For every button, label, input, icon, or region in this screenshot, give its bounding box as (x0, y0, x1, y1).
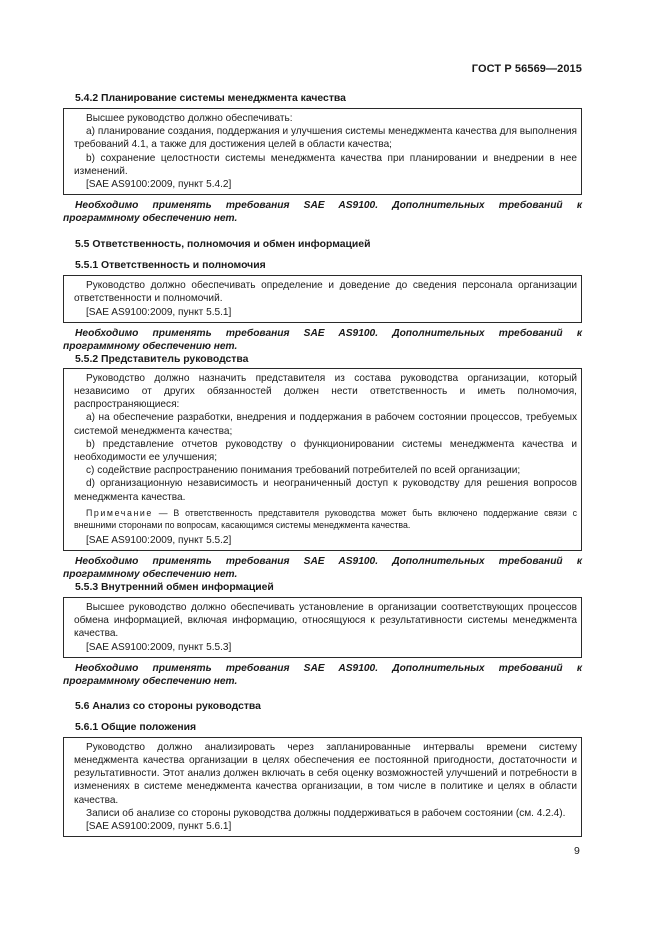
section-5-4-2-requirement-box (63, 108, 582, 195)
section-5-6-title: 5.6 Анализ со стороны руководства (75, 700, 261, 712)
reference: [SAE AS9100:2009, пункт 5.5.2] (86, 534, 232, 546)
section-5-5-3-title: 5.5.3 Внутренний обмен информацией (75, 582, 274, 594)
software-requirement-note: Необходимо применять требования SAE AS9100. Дополнительных требований к программному обеспечению нет. (63, 200, 582, 225)
text-line: Руководство должно анализировать через запланированные интервалы времени систему менеджмента качества организации в целях обеспечения ее постоянной пригодности, достаточности и результативности. Этот анализ должен включать в себя оценку возможностей улучшений и потребности в изменениях в системе менеджмента качества организации, в том числе в политике и целях в области качества. (74, 741, 577, 806)
section-5-5-1-requirement-box (63, 275, 582, 323)
page-content (63, 92, 582, 837)
text-line: Руководство должно обеспечивать определение и доведение до сведения персонала организации ответственности и полномочий. (74, 280, 577, 305)
section-5-5-title: 5.5 Ответственность, полномочия и обмен информацией (75, 239, 371, 251)
reference: [SAE AS9100:2009, пункт 5.5.3] (86, 641, 232, 653)
list-item: b) сохранение целостности системы менеджмента качества при планировании и внедрении в нее изменений. (74, 152, 577, 177)
note-text: — В ответственность представителя руководства может быть включено поддержание связи с внешними сторонами по вопросам, касающимся системы менеджмента качества. (74, 507, 577, 530)
reference: [SAE AS9100:2009, пункт 5.5.1] (86, 306, 232, 318)
text-line: Руководство должно назначить представителя из состава руководства организации, который независимо от других обязанностей должен нести ответственность и иметь полномочия, распространяющиеся: (74, 372, 577, 411)
reference: [SAE AS9100:2009, пункт 5.6.1] (86, 821, 232, 833)
section-5-6-1-requirement-box (63, 737, 582, 837)
list-item: c) содействие распространению понимания требований потребителей по всей организации; (86, 465, 521, 477)
page-number: 9 (574, 845, 580, 857)
section-5-5-3-requirement-box (63, 597, 582, 658)
note (74, 507, 577, 531)
list-item: а) планирование создания, поддержания и улучшения системы менеджмента качества для выполнения требований 4.1, а также для достижения целей в области качества; (74, 126, 577, 151)
section-5-5-1-title: 5.5.1 Ответственность и полномочия (75, 260, 266, 272)
software-requirement-note: Необходимо применять требования SAE AS9100. Дополнительных требований к программному обеспечению нет. (63, 327, 582, 352)
document-code: ГОСТ Р 56569—2015 (471, 63, 582, 75)
section-5-6-1-title: 5.6.1 Общие положения (75, 721, 197, 733)
text-line: Высшее руководство должно обеспечивать: (86, 113, 293, 124)
list-item: b) представление отчетов руководству о функционировании системы менеджмента качества и необходимости ее улучшения; (74, 438, 577, 464)
list-item: d) организационную независимость и неограниченный доступ к руководству для решения вопросов менеджмента качества. (74, 478, 577, 503)
section-5-5-2-title: 5.5.2 Представитель руководства (75, 353, 249, 365)
text-line: Высшее руководство должно обеспечивать установление в организации соответствующих процессов обмена информацией, включая информацию, относящуюся к результативности системы менеджмента качества. (74, 602, 577, 640)
reference: [SAE AS9100:2009, пункт 5.4.2] (86, 179, 232, 191)
section-5-4-2-title: 5.4.2 Планирование системы менеджмента качества (75, 93, 346, 104)
list-item: а) на обеспечение разработки, внедрения и поддержания в рабочем состоянии процессов, требуемых системой менеджмента качества; (74, 412, 577, 437)
note-label: Примечание (86, 507, 153, 518)
software-requirement-note: Необходимо применять требования SAE AS9100. Дополнительных требований к программному обеспечению нет. (63, 662, 582, 687)
section-5-5-2-requirement-box (63, 368, 582, 551)
software-requirement-note: Необходимо применять требования SAE AS9100. Дополнительных требований к программному обеспечению нет. (63, 556, 582, 581)
text-line: Записи об анализе со стороны руководства должны поддерживаться в рабочем состоянии (см. 4.2.4). (86, 807, 566, 819)
